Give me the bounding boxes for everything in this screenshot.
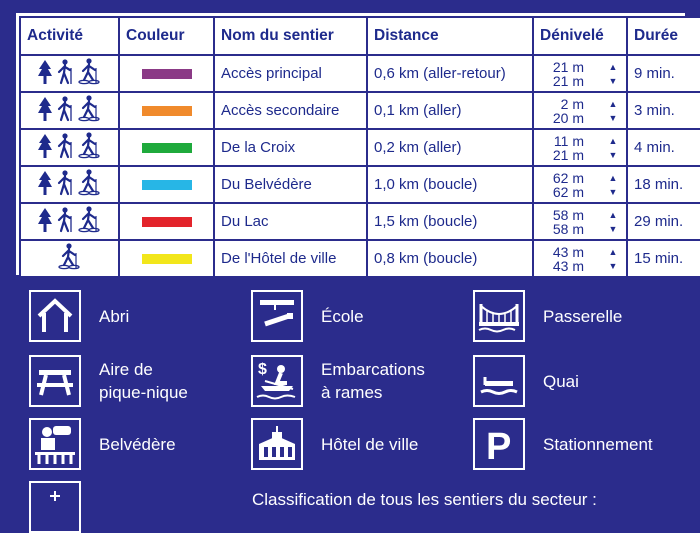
legend-item-ecole [251,290,364,342]
header-couleur: Couleur [119,17,214,55]
triangle-down-icon: ▼ [608,260,618,271]
descent-value: 20 m [552,109,584,126]
activity-cell [20,92,119,129]
header-denivele: Dénivelé [533,17,627,55]
triangle-down-icon: ▼ [608,149,618,160]
legend [0,280,700,500]
ascent-value: 58 m [552,206,584,223]
table-row [20,92,700,129]
snowshoe-icon [78,58,102,90]
legend-item-premiers-soins [29,481,81,533]
trail-distance-cell: 1,5 km (boucle) [367,203,533,240]
trail-duration-cell: 29 min. [627,203,700,240]
descent-value: 21 m [552,72,584,89]
descent-value: 43 m [552,257,584,274]
trail-table-frame [16,13,685,275]
triangle-down-icon: ▼ [608,186,618,197]
trail-duration-cell: 18 min. [627,166,700,203]
table-row [20,240,700,277]
tree-icon [38,170,52,200]
color-cell [119,166,214,203]
activity-cell [20,55,119,92]
triangle-up-icon: ▲ [608,172,618,183]
triangle-up-icon: ▲ [608,98,618,109]
trail-name-cell: De la Croix [214,129,367,166]
trail-distance-cell: 0,2 km (aller) [367,129,533,166]
triangle-down-icon: ▼ [608,112,618,123]
descent-value: 58 m [552,220,584,237]
parking-icon [473,418,525,470]
trail-color-swatch [142,106,192,116]
snowshoe-icon [78,132,102,164]
hiker-icon [56,96,74,126]
trail-name-cell: De l'Hôtel de ville [214,240,367,277]
legend-item-stationnement [473,418,653,470]
svg-text:P: P [486,426,512,464]
tree-icon [38,133,52,163]
hiker-icon [56,207,74,237]
snowshoe-icon [78,169,102,201]
first-aid-icon [29,481,81,533]
header-distance: Distance [367,17,533,55]
trail-denivele-cell [533,92,627,129]
trail-name-cell: Accès secondaire [214,92,367,129]
ascent-value: 21 m [552,58,584,75]
trail-color-swatch [142,254,192,264]
town-hall-icon [251,418,303,470]
legend-label-ecole: École [321,306,364,326]
trail-distance-cell: 0,1 km (aller) [367,92,533,129]
ascent-value: 2 m [560,95,584,112]
tree-icon [38,59,52,89]
legend-item-embarcations [251,355,425,407]
legend-label-hotel: Hôtel de ville [321,434,419,454]
legend-label-abri: Abri [99,306,130,326]
hiker-icon [56,170,74,200]
trail-duration-cell: 3 min. [627,92,700,129]
trail-distance-cell: 0,6 km (aller-retour) [367,55,533,92]
color-cell [119,55,214,92]
dock-icon [473,355,525,407]
trail-distance-cell: 1,0 km (boucle) [367,166,533,203]
activity-cell [20,129,119,166]
triangle-up-icon: ▲ [608,246,618,257]
color-cell [119,129,214,166]
triangle-up-icon: ▲ [608,61,618,72]
snowshoe-icon [78,95,102,127]
picnic-table-icon [29,355,81,407]
trail-denivele-cell [533,129,627,166]
legend-label-aire: Aire de pique-nique [99,360,188,402]
rowboat-icon [251,355,303,407]
snowshoe-icon [78,206,102,238]
descent-value: 62 m [552,183,584,200]
trail-color-swatch [142,143,192,153]
footbridge-icon [473,290,525,342]
binoculars-icon [29,418,81,470]
header-activite: Activité [20,17,119,55]
trail-name-cell: Accès principal [214,55,367,92]
legend-label-embarcations: Embarcations à rames [321,360,425,402]
table-row [20,203,700,240]
color-cell [119,203,214,240]
ascent-value: 11 m [553,132,584,149]
activity-cell [20,240,119,277]
trail-duration-cell: 9 min. [627,55,700,92]
table-row [20,55,700,92]
trail-table [19,16,700,278]
hiker-icon [56,59,74,89]
svg-text:$: $ [258,361,267,378]
tree-icon [38,96,52,126]
color-cell [119,92,214,129]
trail-denivele-cell [533,166,627,203]
table-header-row [20,17,700,55]
trail-duration-cell: 4 min. [627,129,700,166]
trail-name-cell: Du Belvédère [214,166,367,203]
legend-label-quai: Quai [543,371,579,391]
trail-distance-cell: 0,8 km (boucle) [367,240,533,277]
legend-item-belvedere [29,418,176,470]
legend-item-hotel [251,418,418,470]
triangle-down-icon: ▼ [608,223,618,234]
trail-classification-heading: Classification de tous les sentiers du secteur : [252,490,597,509]
table-row [20,129,700,166]
triangle-down-icon: ▼ [608,75,618,86]
header-duree: Durée [627,17,700,55]
school-icon [251,290,303,342]
legend-label-passerelle: Passerelle [543,306,623,326]
trail-denivele-cell [533,55,627,92]
ascent-value: 62 m [552,169,584,186]
activity-cell [20,166,119,203]
ascent-value: 43 m [552,243,584,260]
legend-item-passerelle [473,290,622,342]
trail-denivele-cell [533,203,627,240]
legend-item-aire [29,355,188,407]
trail-color-swatch [142,180,192,190]
shelter-icon [29,290,81,342]
snowshoe-icon [58,243,82,275]
triangle-up-icon: ▲ [608,209,618,220]
hiker-icon [56,133,74,163]
legend-label-stationnement: Stationnement [543,434,653,454]
tree-icon [38,207,52,237]
activity-cell [20,203,119,240]
triangle-up-icon: ▲ [608,135,618,146]
trail-denivele-cell [533,240,627,277]
trail-name-cell: Du Lac [214,203,367,240]
trail-color-swatch [142,69,192,79]
color-cell [119,240,214,277]
descent-value: 21 m [552,146,584,163]
legend-item-quai [473,355,579,407]
legend-item-abri [29,290,129,342]
header-nom: Nom du sentier [214,17,367,55]
trail-duration-cell: 15 min. [627,240,700,277]
legend-label-belvedere: Belvédère [99,434,176,454]
trail-color-swatch [142,217,192,227]
table-row [20,166,700,203]
